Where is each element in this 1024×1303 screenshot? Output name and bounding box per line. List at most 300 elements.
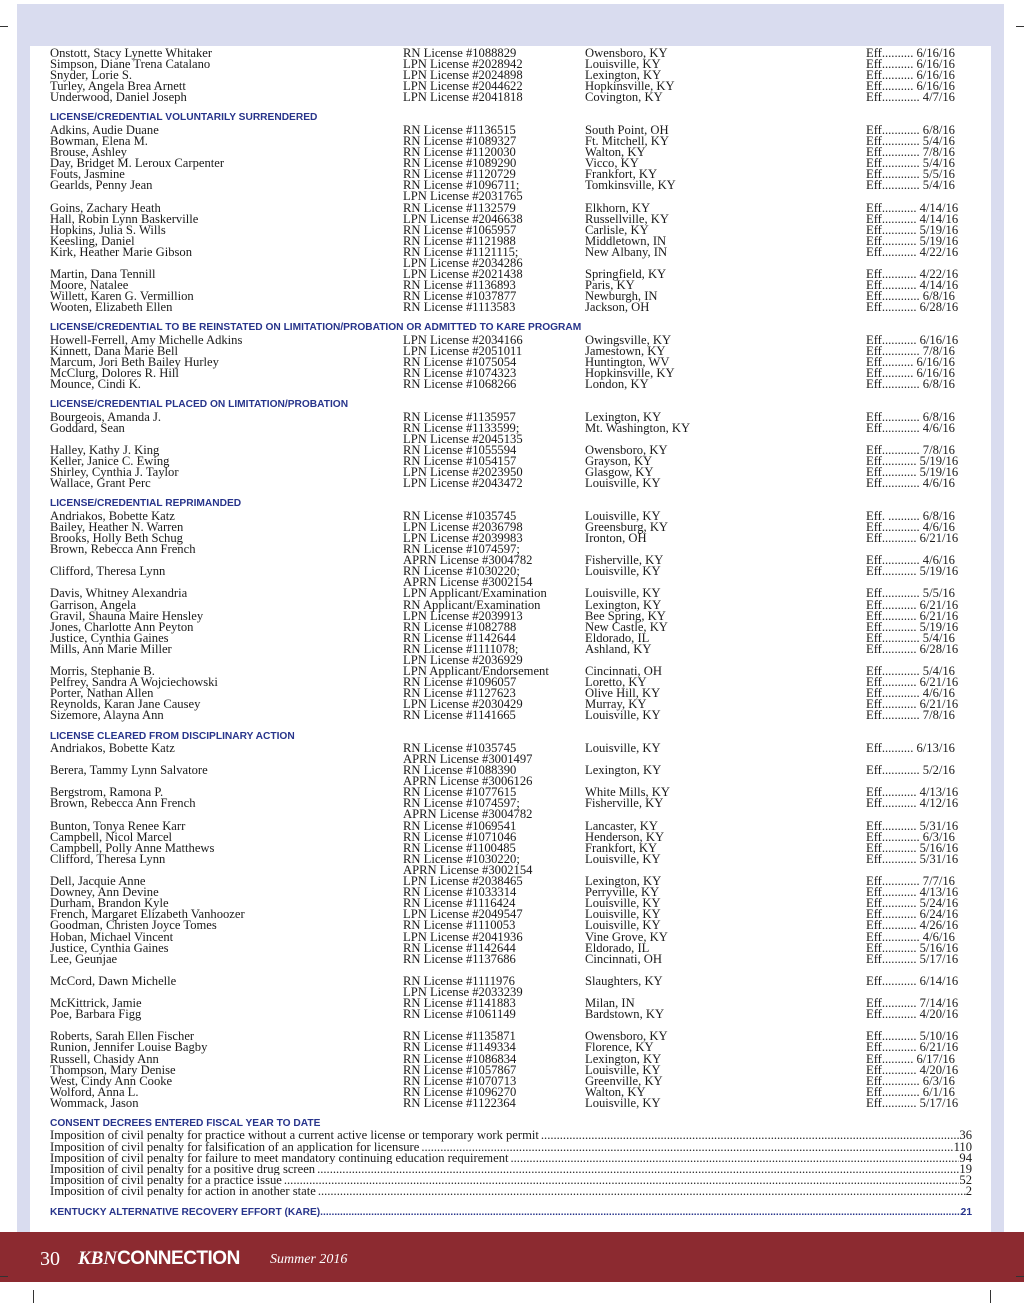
effective-date: Eff............ 7/8/16	[866, 145, 955, 160]
effective-date: Eff.......... 6/16/16	[866, 57, 955, 72]
licensee-name: Gearlds, Penny Jean	[50, 178, 153, 193]
effective-date: Eff........... 6/14/16	[866, 973, 959, 988]
effective-date: Eff........... 6/24/16	[866, 907, 959, 922]
effective-date: Eff............ 4/6/16	[866, 420, 955, 435]
license-number: RN License #1054157	[403, 454, 517, 469]
location: Vicco, KY	[585, 156, 639, 171]
list-item	[50, 710, 972, 721]
location: Vine Grove, KY	[585, 929, 668, 944]
location: Lexington, KY	[585, 763, 662, 778]
location: Glasgow, KY	[585, 465, 654, 480]
location: Louisville, KY	[585, 708, 661, 723]
licensee-name: Kirk, Heather Marie Gibson	[50, 244, 192, 259]
licensee-name: French, Margaret Elizabeth Vanhoozer	[50, 907, 245, 922]
effective-date: Eff........... 6/28/16	[866, 300, 959, 315]
location: New Castle, KY	[585, 619, 668, 634]
license-number: APRN License #3004782	[403, 553, 533, 568]
licensee-name: Lee, Geunjae	[50, 951, 118, 966]
location: Louisville, KY	[585, 918, 661, 933]
licensee-name: Hoban, Michael Vincent	[50, 929, 174, 944]
effective-date: Eff........... 6/21/16	[866, 608, 959, 623]
effective-date: Eff.......... 6/16/16	[866, 68, 955, 83]
licensee-name: Snyder, Lorie S.	[50, 68, 133, 83]
licensee-name: Brown, Rebecca Ann French	[50, 542, 196, 557]
location: Lexington, KY	[585, 68, 662, 83]
licensee-name: Onstott, Stacy Lynette Whitaker	[50, 46, 213, 60]
effective-date: Eff.......... 6/16/16	[866, 366, 955, 381]
list-item	[50, 302, 972, 313]
licensee-name: Jones, Charlotte Ann Peyton	[50, 619, 194, 634]
effective-date: Eff............ 7/8/16	[866, 343, 955, 358]
decree-count: 94	[959, 1152, 972, 1164]
effective-date: Eff............ 6/8/16	[866, 122, 955, 137]
decree-count: 52	[959, 1174, 972, 1186]
location: White Mills, KY	[585, 785, 671, 800]
licensee-name: Porter, Nathan Allen	[50, 686, 154, 701]
list-item	[50, 379, 972, 390]
consent-decrees-heading: CONSENT DECREES ENTERED FISCAL YEAR TO DATE	[50, 1118, 321, 1130]
license-number: LPN License #2031765	[403, 189, 523, 204]
licensee-name: Mills, Ann Marie Miller	[50, 641, 172, 656]
licensee-name: McKittrick, Jamie	[50, 996, 142, 1011]
license-number: RN License #1030220;	[403, 564, 520, 579]
license-number: APRN License #3006126	[403, 774, 533, 789]
effective-date: Eff.......... 6/16/16	[866, 355, 955, 370]
kare-label: KENTUCKY ALTERNATIVE RECOVERY EFFORT (KARE)	[50, 1206, 321, 1218]
location: Fisherville, KY	[585, 553, 664, 568]
effective-date: Eff........... 5/19/16	[866, 222, 959, 237]
disciplinary-actions-list	[50, 48, 972, 1219]
crop-mark	[0, 26, 8, 27]
location: London, KY	[585, 377, 649, 392]
effective-date: Eff............ 7/8/16	[866, 442, 955, 457]
section-heading: LICENSE/CREDENTIAL REPRIMANDED	[50, 498, 242, 510]
licensee-name: Goins, Zachary Heath	[50, 200, 161, 215]
kare-summary	[50, 1207, 972, 1219]
licensee-name: Brooks, Holly Beth Schug	[50, 530, 183, 545]
location: Greenville, KY	[585, 1073, 663, 1088]
license-number: RN License #1141883	[403, 996, 516, 1011]
licensee-name: Marcum, Jori Beth Bailey Hurley	[50, 355, 219, 370]
license-number: RN License #1096711;	[403, 178, 520, 193]
page-number: 30	[40, 1248, 60, 1270]
license-number: LPN License #2036798	[403, 519, 523, 534]
location: South Point, OH	[585, 122, 669, 137]
page-footer	[0, 1232, 1024, 1282]
license-number: LPN License #2049547	[403, 907, 523, 922]
licensee-name: Brown, Rebecca Ann French	[50, 796, 196, 811]
dot-leader	[511, 1153, 960, 1164]
licensee-name: Wommack, Jason	[50, 1095, 139, 1110]
license-number: RN License #1135871	[403, 1029, 516, 1044]
effective-date: Eff........... 4/13/16	[866, 885, 959, 900]
location: Cincinnati, OH	[585, 951, 662, 966]
effective-date: Eff............ 5/4/16	[866, 664, 955, 679]
effective-date: Eff........... 5/19/16	[866, 465, 959, 480]
effective-date: Eff.......... 6/17/16	[866, 1051, 955, 1066]
licensee-name: Clifford, Theresa Lynn	[50, 851, 166, 866]
licensee-name: Berera, Tammy Lynn Salvatore	[50, 763, 208, 778]
license-number: LPN License #2024898	[403, 68, 523, 83]
license-number: RN License #1074597;	[403, 796, 520, 811]
license-number: LPN License #2044622	[403, 79, 523, 94]
licensee-name: Underwood, Daniel Joseph	[50, 90, 187, 105]
decree-count: 110	[953, 1141, 972, 1153]
licensee-name: Goodman, Christen Joyce Tomes	[50, 918, 217, 933]
licensee-name: Morris, Stephanie B.	[50, 664, 155, 679]
location: Frankfort, KY	[585, 840, 658, 855]
issue-label: Summer 2016	[270, 1252, 348, 1267]
location: Hopkinsville, KY	[585, 366, 675, 381]
decree-count: 19	[959, 1163, 972, 1175]
effective-date: Eff............ 7/8/16	[866, 708, 955, 723]
license-number: RN License #1069541	[403, 818, 517, 833]
location: Bardstown, KY	[585, 1007, 665, 1022]
consent-decree-item	[50, 1175, 972, 1186]
effective-date: Eff........... 4/26/16	[866, 918, 959, 933]
licensee-name: Roberts, Sarah Ellen Fischer	[50, 1029, 195, 1044]
license-number: RN License #1055594	[403, 442, 517, 457]
effective-date: Eff........... 5/16/16	[866, 840, 959, 855]
dot-leader	[284, 1175, 960, 1186]
license-number: RN License #1037877	[403, 289, 517, 304]
license-number: LPN License #2028942	[403, 57, 523, 72]
licensee-name: Wallace, Grant Perc	[50, 476, 151, 491]
effective-date: Eff............ 5/4/16	[866, 156, 955, 171]
licensee-name: Garrison, Angela	[50, 597, 137, 612]
effective-date: Eff........... 5/19/16	[866, 233, 959, 248]
logo-connection: CONNECTION	[117, 1248, 240, 1269]
decree-description: Imposition of civil penalty for falsification of an application for licensure	[50, 1141, 420, 1153]
location: Covington, KY	[585, 90, 663, 105]
effective-date: Eff........... 5/31/16	[866, 851, 959, 866]
license-number: RN License #1135957	[403, 409, 516, 424]
location: Lexington, KY	[585, 874, 662, 889]
location: Henderson, KY	[585, 829, 665, 844]
effective-date: Eff........... 6/21/16	[866, 597, 959, 612]
effective-date: Eff............ 7/7/16	[866, 874, 955, 889]
license-number: RN License #1082788	[403, 619, 517, 634]
licensee-name: Andriakos, Bobette Katz	[50, 740, 175, 755]
effective-date: Eff........... 4/22/16	[866, 244, 959, 259]
dot-leader	[320, 1207, 960, 1219]
location: Louisville, KY	[585, 896, 661, 911]
licensee-name: Bourgeois, Amanda J.	[50, 409, 162, 424]
location: Louisville, KY	[585, 1062, 661, 1077]
licensee-name: Clifford, Theresa Lynn	[50, 564, 166, 579]
effective-date: Eff........... 4/12/16	[866, 796, 959, 811]
licensee-name: Martin, Dana Tennill	[50, 267, 156, 282]
license-number: LPN License #2036929	[403, 652, 523, 667]
licensee-name: Wolford, Anna L.	[50, 1084, 139, 1099]
license-number: LPN License #2039913	[403, 608, 523, 623]
location: Frankfort, KY	[585, 167, 658, 182]
licensee-name: Russell, Chasidy Ann	[50, 1051, 159, 1066]
location: Cincinnati, OH	[585, 664, 662, 679]
licensee-name: Campbell, Polly Anne Matthews	[50, 840, 215, 855]
location: Slaughters, KY	[585, 973, 663, 988]
licensee-name: Kinnett, Dana Marie Bell	[50, 343, 178, 358]
license-number: RN License #1137686	[403, 951, 516, 966]
license-number: RN License #1096057	[403, 675, 517, 690]
effective-date: Eff........... 6/21/16	[866, 530, 959, 545]
licensee-name: McCord, Dawn Michelle	[50, 973, 177, 988]
decree-description: Imposition of civil penalty for practice without a current active license or temporary work permit	[50, 1130, 539, 1142]
license-number: RN License #1088829	[403, 46, 517, 60]
effective-date: Eff............ 6/3/16	[866, 829, 955, 844]
location: Newburgh, IN	[585, 289, 658, 304]
license-number: LPN License #2041818	[403, 90, 523, 105]
licensee-name: Hopkins, Julia S. Wills	[50, 222, 166, 237]
effective-date: Eff.......... 6/16/16	[866, 46, 955, 60]
effective-date: Eff............ 6/8/16	[866, 377, 955, 392]
location: Bee Spring, KY	[585, 608, 666, 623]
license-number: RN License #1061149	[403, 1007, 516, 1022]
effective-date: Eff........... 4/14/16	[866, 278, 959, 293]
section-heading: LICENSE/CREDENTIAL PLACED ON LIMITATION/PROBATION	[50, 399, 349, 411]
location: Loretto, KY	[585, 675, 647, 690]
license-number: RN License #1089327	[403, 133, 517, 148]
licensee-name: Turley, Angela Brea Arnett	[50, 79, 186, 94]
effective-date: Eff........... 6/21/16	[866, 697, 959, 712]
licensee-name: Shirley, Cynthia J. Taylor	[50, 465, 179, 480]
effective-date: Eff........... 4/20/16	[866, 1007, 959, 1022]
effective-date: Eff............ 5/5/16	[866, 586, 955, 601]
crop-mark	[33, 1290, 34, 1303]
license-number: RN License #1068266	[403, 377, 517, 392]
effective-date: Eff............ 4/6/16	[866, 929, 955, 944]
licensee-name: Sizemore, Alayna Ann	[50, 708, 164, 723]
license-number: RN License #1100485	[403, 840, 516, 855]
effective-date: Eff........... 5/16/16	[866, 940, 959, 955]
licensee-name: Runion, Jennifer Louise Bagby	[50, 1040, 208, 1055]
crop-mark	[0, 1276, 8, 1277]
location: Middletown, IN	[585, 233, 667, 248]
licensee-name: Poe, Barbara Figg	[50, 1007, 142, 1022]
list-item	[50, 478, 972, 489]
license-number: LPN License #2043472	[403, 476, 523, 491]
location: Owingsville, KY	[585, 332, 672, 347]
license-number: LPN License #2030429	[403, 697, 523, 712]
effective-date: Eff............ 5/4/16	[866, 630, 955, 645]
license-number: RN License #1030220;	[403, 851, 520, 866]
license-number: RN License #1074597;	[403, 542, 520, 557]
consent-decree-item	[50, 1142, 972, 1153]
location: New Albany, IN	[585, 244, 668, 259]
license-number: RN License #1071046	[403, 829, 517, 844]
license-number: LPN License #2034166	[403, 332, 523, 347]
location: Louisville, KY	[585, 508, 661, 523]
list-item	[50, 92, 972, 103]
effective-date: Eff........... 7/14/16	[866, 996, 959, 1011]
effective-date: Eff........... 4/20/16	[866, 1062, 959, 1077]
licensee-name: Davis, Whitney Alexandria	[50, 586, 188, 601]
location: Lexington, KY	[585, 409, 662, 424]
licensee-name: Justice, Cynthia Gaines	[50, 630, 169, 645]
location: Greensburg, KY	[585, 519, 669, 534]
license-number: APRN License #3001497	[403, 752, 533, 767]
effective-date: Eff............ 4/6/16	[866, 519, 955, 534]
crop-mark	[1016, 26, 1024, 27]
license-number: RN License #1033314	[403, 885, 517, 900]
license-number: LPN Applicant/Examination	[403, 586, 547, 601]
licensee-name: Andriakos, Bobette Katz	[50, 508, 175, 523]
license-number: LPN License #2041936	[403, 929, 523, 944]
licensee-name: Mounce, Cindi K.	[50, 377, 141, 392]
license-number: RN License #1121115;	[403, 244, 519, 259]
section-heading: LICENSE CLEARED FROM DISCIPLINARY ACTION	[50, 730, 295, 742]
effective-date: Eff........... 5/17/16	[866, 951, 959, 966]
decree-description: Imposition of civil penalty for action in another state	[50, 1185, 316, 1197]
license-number: RN License #1142644	[403, 630, 516, 645]
dot-leader	[541, 1130, 960, 1141]
location: Louisville, KY	[585, 1095, 661, 1110]
effective-date: Eff............ 4/6/16	[866, 553, 955, 568]
licensee-name: Bunton, Tonya Renee Karr	[50, 818, 186, 833]
license-number: RN License #1120729	[403, 167, 516, 182]
licensee-name: Thompson, Mary Denise	[50, 1062, 176, 1077]
location: Grayson, KY	[585, 454, 653, 469]
crop-mark	[990, 1290, 991, 1303]
license-number: RN License #1065957	[403, 222, 517, 237]
location: Jamestown, KY	[585, 343, 666, 358]
location: Fisherville, KY	[585, 796, 664, 811]
location: Louisville, KY	[585, 564, 661, 579]
effective-date: Eff........... 4/13/16	[866, 785, 959, 800]
license-number: LPN License #2033239	[403, 984, 523, 999]
location: Paris, KY	[585, 278, 635, 293]
effective-date: Eff........... 5/31/16	[866, 818, 959, 833]
location: Springfield, KY	[585, 267, 667, 282]
license-number: APRN License #3002154	[403, 575, 533, 590]
licensee-name: McClurg, Dolores R. Hill	[50, 366, 179, 381]
effective-date: Eff........... 5/10/16	[866, 1029, 959, 1044]
effective-date: Eff............ 5/2/16	[866, 763, 955, 778]
logo-kbn: KBN	[78, 1248, 118, 1269]
consent-decree-item	[50, 1130, 972, 1141]
dot-leader	[421, 1142, 953, 1153]
license-number: RN License #1074323	[403, 366, 517, 381]
location: Owensboro, KY	[585, 1029, 668, 1044]
decree-description: Imposition of civil penalty for failure to meet mandatory continuing education requirement	[50, 1152, 509, 1164]
location: Tomkinsville, KY	[585, 178, 676, 193]
licensee-name: Willett, Karen G. Vermillion	[50, 289, 194, 304]
license-number: RN License #1113583	[403, 300, 516, 315]
license-number: RN License #1142644	[403, 940, 516, 955]
effective-date: Eff............ 5/5/16	[866, 167, 955, 182]
location: Louisville, KY	[585, 907, 661, 922]
location: Louisville, KY	[585, 586, 661, 601]
licensee-name: Campbell, Nicol Marcel	[50, 829, 173, 844]
licensee-name: Fouts, Jasmine	[50, 167, 125, 182]
licensee-name: Justice, Cynthia Gaines	[50, 940, 169, 955]
effective-date: Eff........... 5/17/16	[866, 1095, 959, 1110]
location: Lancaster, KY	[585, 818, 658, 833]
section-heading: LICENSE/CREDENTIAL VOLUNTARILY SURRENDERED	[50, 112, 318, 124]
licensee-name: Dell, Jacquie Anne	[50, 874, 146, 889]
licensee-name: Adkins, Audie Duane	[50, 122, 159, 137]
license-number: RN License #1149334	[403, 1040, 516, 1055]
license-number: RN License #1121988	[403, 233, 516, 248]
license-number: RN License #1110053	[403, 918, 516, 933]
location: Perryville, KY	[585, 885, 660, 900]
effective-date: Eff........... 5/24/16	[866, 896, 959, 911]
license-number: LPN License #2051011	[403, 343, 523, 358]
license-number: RN License #1077615	[403, 785, 517, 800]
license-number: APRN License #3004782	[403, 807, 533, 822]
location: Ashland, KY	[585, 641, 652, 656]
licensee-name: Bailey, Heather N. Warren	[50, 519, 184, 534]
license-number: LPN License #2023950	[403, 465, 523, 480]
license-number: RN License #1111976	[403, 973, 515, 988]
licensee-name: West, Cindy Ann Cooke	[50, 1073, 173, 1088]
licensee-name: Goddard, Sean	[50, 420, 125, 435]
license-number: LPN License #2034286	[403, 255, 523, 270]
location: Huntington, WV	[585, 355, 670, 370]
effective-date: Eff........... 6/16/16	[866, 332, 959, 347]
license-number: RN License #1096270	[403, 1084, 517, 1099]
dot-leader	[317, 1164, 959, 1175]
license-number: LPN License #2046638	[403, 211, 523, 226]
location: Louisville, KY	[585, 476, 661, 491]
licensee-name: Wooten, Elizabeth Ellen	[50, 300, 173, 315]
kbn-connection-logo	[78, 1248, 240, 1270]
effective-date: Eff............ 6/8/16	[866, 409, 955, 424]
list-item	[50, 1009, 972, 1020]
location: Carlisle, KY	[585, 222, 649, 237]
effective-date: Eff............ 4/6/16	[866, 476, 955, 491]
licensee-name: Halley, Kathy J. King	[50, 442, 160, 457]
license-number: RN License #1136515	[403, 122, 516, 137]
licensee-name: Day, Bridget M. Leroux Carpenter	[50, 156, 225, 171]
licensee-name: Bergstrom, Ramona P.	[50, 785, 164, 800]
licensee-name: Howell-Ferrell, Amy Michelle Adkins	[50, 332, 243, 347]
license-number: LPN License #2021438	[403, 267, 523, 282]
location: Eldorado, IL	[585, 630, 650, 645]
licensee-name: Simpson, Diane Trena Catalano	[50, 57, 211, 72]
effective-date: Eff........... 6/21/16	[866, 675, 959, 690]
location: Hopkinsville, KY	[585, 79, 675, 94]
location: Jackson, OH	[585, 300, 650, 315]
effective-date: Eff............ 5/4/16	[866, 178, 955, 193]
location: Owensboro, KY	[585, 442, 668, 457]
location: Ft. Mitchell, KY	[585, 133, 669, 148]
license-number: LPN License #2045135	[403, 431, 523, 446]
location: Murray, KY	[585, 697, 647, 712]
license-number: LPN Applicant/Endorsement	[403, 664, 549, 679]
license-number: RN License #1120030	[403, 145, 516, 160]
location: Louisville, KY	[585, 851, 661, 866]
location: Olive Hill, KY	[585, 686, 661, 701]
kare-count: 21	[960, 1206, 972, 1218]
effective-date: Eff.......... 6/16/16	[866, 79, 955, 94]
licensee-name: Brouse, Ashley	[50, 145, 127, 160]
location: Lexington, KY	[585, 1051, 662, 1066]
license-number: LPN License #2039983	[403, 530, 523, 545]
license-number: RN License #1116424	[403, 896, 516, 911]
licensee-name: Gravil, Shauna Maire Hensley	[50, 608, 204, 623]
effective-date: Eff........... 4/14/16	[866, 200, 959, 215]
effective-date: Eff........... 6/28/16	[866, 641, 959, 656]
dot-leader	[318, 1186, 966, 1197]
effective-date: Eff............ 6/3/16	[866, 1073, 955, 1088]
location: Owensboro, KY	[585, 46, 668, 60]
license-number: RN License #1070713	[403, 1073, 517, 1088]
effective-date: Eff............ 4/6/16	[866, 686, 955, 701]
location: Milan, IN	[585, 996, 635, 1011]
location: Lexington, KY	[585, 597, 662, 612]
effective-date: Eff........... 5/19/16	[866, 454, 959, 469]
